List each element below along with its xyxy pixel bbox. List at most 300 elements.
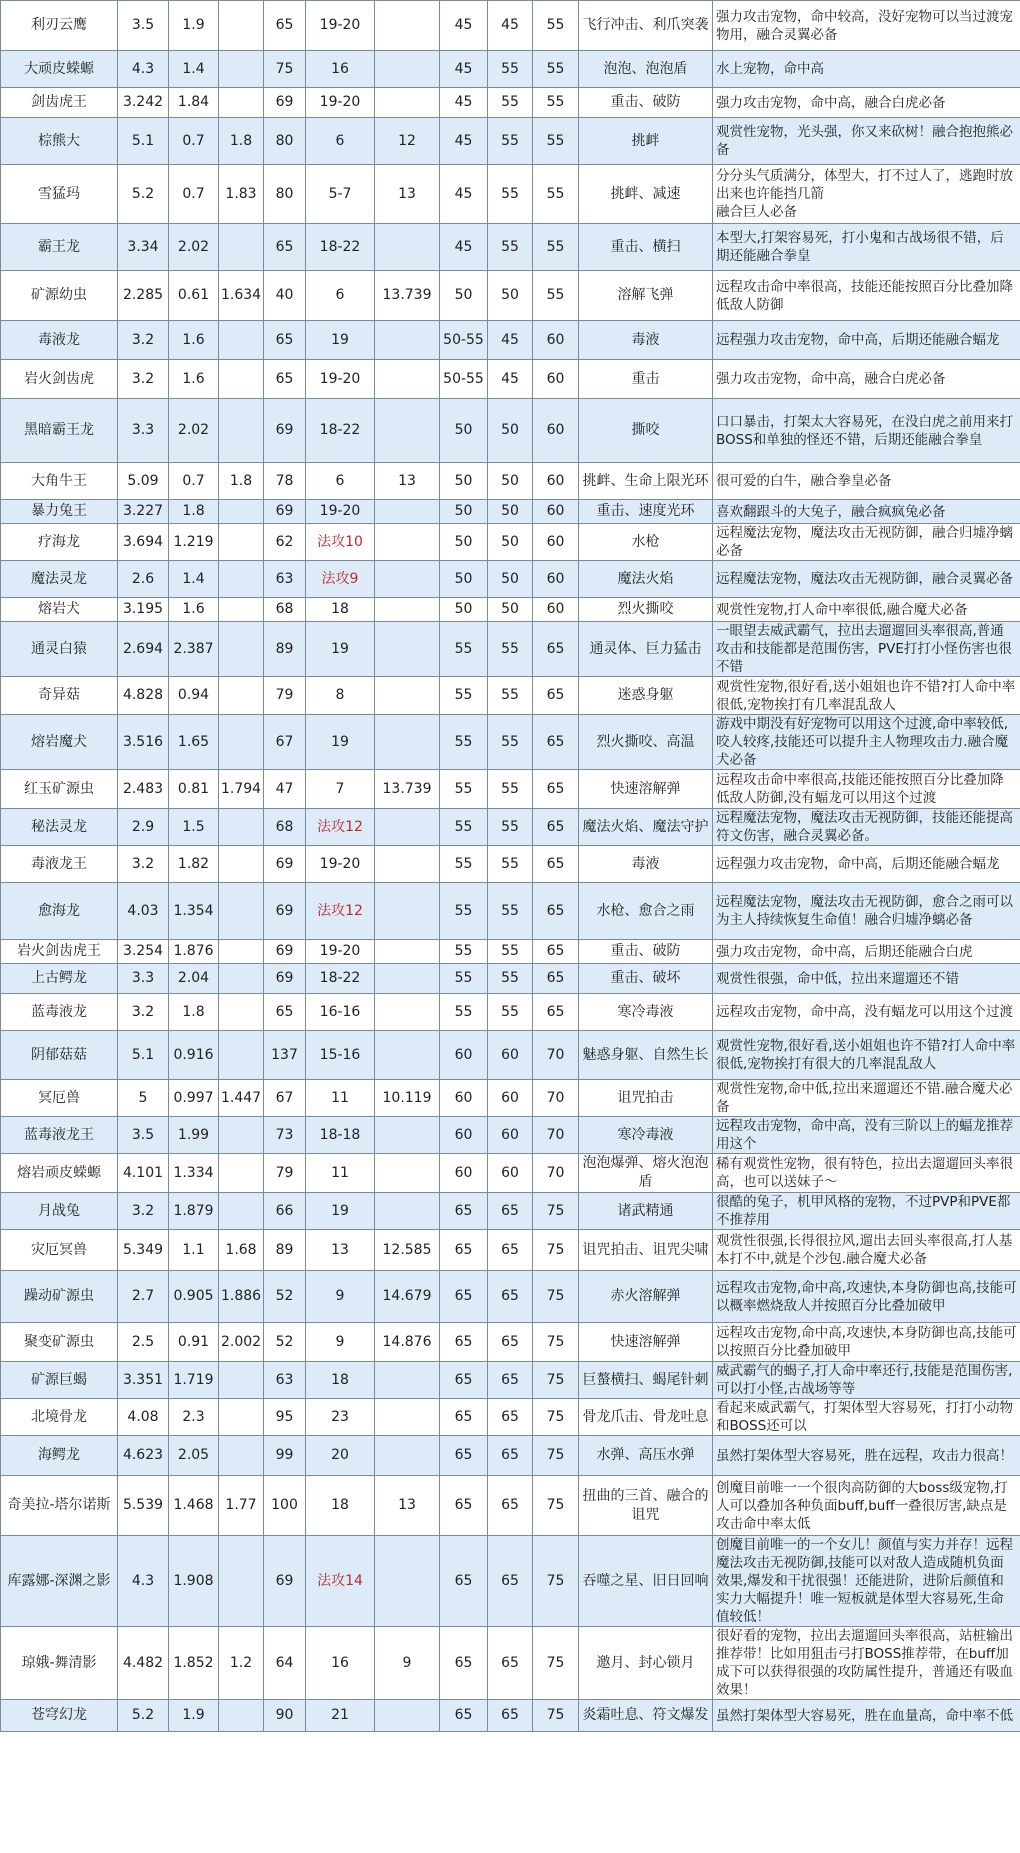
cell-name: 熔岩顽皮蝾螈: [1, 1154, 118, 1193]
cell-desc: 一眼望去威武霸气，拉出去遛遛回头率很高,普通攻击和技能都是范围伤害，PVE打打小怪伤害也很不错: [713, 622, 1020, 677]
cell-v5: 19-20: [306, 360, 375, 399]
cell-l1: 65: [440, 1323, 488, 1362]
cell-skill: 通灵体、巨力猛击: [579, 622, 713, 677]
cell-skill: 魔法火焰、魔法守护: [579, 809, 713, 846]
cell-v2: 1.219: [169, 524, 219, 561]
cell-skill: 魔法火焰: [579, 561, 713, 598]
cell-desc: 远程攻击命中率很高,技能还能按照百分比叠加降低敌人防御,没有蝠龙可以用这个过渡: [713, 770, 1020, 809]
cell-l1: 55: [440, 809, 488, 846]
cell-l2: 65: [488, 1476, 533, 1536]
cell-l2: 55: [488, 224, 533, 271]
cell-v2: 0.7: [169, 165, 219, 224]
cell-l1: 55: [440, 770, 488, 809]
cell-v5: 18: [306, 1362, 375, 1399]
cell-v1: 3.694: [118, 524, 169, 561]
cell-v1: 3.3: [118, 399, 169, 463]
cell-l3: 60: [533, 561, 579, 598]
cell-l3: 70: [533, 1154, 579, 1193]
cell-v3: 1.77: [219, 1476, 264, 1536]
cell-l2: 55: [488, 994, 533, 1031]
table-row: [1, 118, 1020, 165]
cell-v5: 法攻9: [306, 561, 375, 598]
cell-v4: 52: [264, 1271, 306, 1323]
cell-name: 蓝毒液龙: [1, 994, 118, 1031]
cell-desc: 强力攻击宠物，命中较高，没好宠物可以当过渡宠物用，融合灵翼必备: [713, 1, 1020, 51]
table-row: [1, 224, 1020, 271]
cell-v4: 65: [264, 360, 306, 399]
cell-l1: 65: [440, 1436, 488, 1476]
cell-l1: 55: [440, 940, 488, 964]
cell-desc: 观赏性宠物,很好看,送小姐姐也许不错?打人命中率很低,宠物挨打有几率混乱敌人: [713, 677, 1020, 715]
cell-v4: 64: [264, 1627, 306, 1700]
cell-v3: [219, 1399, 264, 1436]
cell-v1: 3.351: [118, 1362, 169, 1399]
cell-v3: [219, 524, 264, 561]
cell-desc: 虽然打架体型大容易死，胜在血量高，命中率不低: [713, 1700, 1020, 1732]
cell-skill: 烈火撕咬、高温: [579, 715, 713, 770]
cell-v3: [219, 561, 264, 598]
cell-name: 灾厄冥兽: [1, 1230, 118, 1271]
cell-v3: 2.002: [219, 1323, 264, 1362]
cell-v3: [219, 321, 264, 360]
cell-v3: [219, 1536, 264, 1627]
cell-v3: [219, 994, 264, 1031]
cell-name: 冥厄兽: [1, 1080, 118, 1117]
cell-name: 北境骨龙: [1, 1399, 118, 1436]
table-row: [1, 1230, 1020, 1271]
table-row: [1, 677, 1020, 715]
cell-v4: 69: [264, 846, 306, 883]
cell-l3: 70: [533, 1117, 579, 1154]
cell-l2: 50: [488, 561, 533, 598]
cell-skill: 赤火溶解弹: [579, 1271, 713, 1323]
cell-v2: 1.876: [169, 940, 219, 964]
cell-v1: 4.482: [118, 1627, 169, 1700]
cell-v4: 62: [264, 524, 306, 561]
cell-v2: 1.8: [169, 994, 219, 1031]
cell-v1: 2.483: [118, 770, 169, 809]
cell-l1: 50: [440, 500, 488, 524]
cell-l1: 45: [440, 224, 488, 271]
cell-skill: 重击、破防: [579, 940, 713, 964]
cell-l1: 65: [440, 1476, 488, 1536]
cell-l3: 65: [533, 715, 579, 770]
cell-desc: 远程魔法宠物，魔法攻击无视防御，技能还能提高符文伤害，融合灵翼必备。: [713, 809, 1020, 846]
table-row: [1, 1323, 1020, 1362]
cell-skill: 撕咬: [579, 399, 713, 463]
cell-v1: 3.2: [118, 994, 169, 1031]
cell-l3: 75: [533, 1362, 579, 1399]
cell-v4: 69: [264, 964, 306, 994]
cell-v5: 18-22: [306, 224, 375, 271]
cell-l2: 60: [488, 1154, 533, 1193]
cell-v1: 2.7: [118, 1271, 169, 1323]
cell-v6: [375, 964, 440, 994]
table-row: [1, 964, 1020, 994]
cell-v1: 5.1: [118, 118, 169, 165]
table-row: [1, 1031, 1020, 1080]
cell-desc: 观赏性很强，命中低，拉出来遛遛还不错: [713, 964, 1020, 994]
cell-name: 海鳄龙: [1, 1436, 118, 1476]
cell-v6: [375, 1154, 440, 1193]
cell-v2: 1.879: [169, 1193, 219, 1230]
cell-v1: 3.242: [118, 88, 169, 118]
cell-v6: 10.119: [375, 1080, 440, 1117]
cell-name: 躁动矿源虫: [1, 1271, 118, 1323]
cell-l2: 45: [488, 360, 533, 399]
cell-v6: 14.679: [375, 1271, 440, 1323]
cell-v5: 19-20: [306, 500, 375, 524]
cell-v3: [219, 1117, 264, 1154]
cell-desc: 远程魔法宠物，魔法攻击无视防御，融合灵翼必备: [713, 561, 1020, 598]
cell-l2: 65: [488, 1193, 533, 1230]
cell-v1: 2.285: [118, 271, 169, 321]
cell-desc: 本型大,打架容易死，打小鬼和古战场很不错，后期还能融合拳皇: [713, 224, 1020, 271]
cell-l3: 70: [533, 1031, 579, 1080]
cell-v1: 5: [118, 1080, 169, 1117]
cell-l2: 65: [488, 1323, 533, 1362]
cell-v1: 4.3: [118, 1536, 169, 1627]
table-row: [1, 1476, 1020, 1536]
cell-v6: [375, 598, 440, 622]
cell-l3: 75: [533, 1230, 579, 1271]
cell-v4: 67: [264, 1080, 306, 1117]
cell-v6: [375, 524, 440, 561]
cell-l2: 55: [488, 809, 533, 846]
cell-l2: 55: [488, 940, 533, 964]
table-row: [1, 1271, 1020, 1323]
cell-l3: 55: [533, 51, 579, 88]
table-row: [1, 770, 1020, 809]
cell-l3: 55: [533, 88, 579, 118]
cell-l1: 55: [440, 846, 488, 883]
cell-l3: 75: [533, 1436, 579, 1476]
cell-v5: 19-20: [306, 846, 375, 883]
cell-v5: 23: [306, 1399, 375, 1436]
cell-name: 苍穹幻龙: [1, 1700, 118, 1732]
cell-v3: [219, 399, 264, 463]
cell-v4: 69: [264, 1536, 306, 1627]
cell-l2: 65: [488, 1700, 533, 1732]
cell-v5: 法攻12: [306, 883, 375, 940]
cell-v3: [219, 1154, 264, 1193]
table-row: [1, 809, 1020, 846]
cell-name: 琼娥-舞清影: [1, 1627, 118, 1700]
cell-name: 剑齿虎王: [1, 88, 118, 118]
cell-v4: 52: [264, 1323, 306, 1362]
cell-v1: 3.195: [118, 598, 169, 622]
cell-desc: 分分头气质满分，体型大，打不过人了，逃跑时放出来也许能挡几箭 融合巨人必备: [713, 165, 1020, 224]
cell-skill: 水枪、愈合之雨: [579, 883, 713, 940]
cell-l3: 60: [533, 360, 579, 399]
cell-v2: 1.354: [169, 883, 219, 940]
cell-skill: 寒冷毒液: [579, 1117, 713, 1154]
cell-v1: 3.5: [118, 1117, 169, 1154]
cell-desc: 看起来威武霸气，打架体型大容易死，打打小动物和BOSS还可以: [713, 1399, 1020, 1436]
cell-v6: 13.739: [375, 271, 440, 321]
cell-v6: [375, 561, 440, 598]
cell-v5: 8: [306, 677, 375, 715]
cell-v4: 89: [264, 1230, 306, 1271]
cell-desc: 很酷的兔子，机甲风格的宠物，不过PVP和PVE都不推荐用: [713, 1193, 1020, 1230]
cell-skill: 扭曲的三首、融合的诅咒: [579, 1476, 713, 1536]
table-row: [1, 524, 1020, 561]
cell-l1: 45: [440, 88, 488, 118]
cell-skill: 挑衅: [579, 118, 713, 165]
cell-v4: 80: [264, 118, 306, 165]
table-row: [1, 598, 1020, 622]
table-row: [1, 1627, 1020, 1700]
cell-v4: 78: [264, 463, 306, 500]
cell-v5: 6: [306, 271, 375, 321]
cell-l2: 60: [488, 1031, 533, 1080]
table-row: [1, 1193, 1020, 1230]
table-row: [1, 1, 1020, 51]
cell-v2: 1.9: [169, 1, 219, 51]
cell-l3: 75: [533, 1271, 579, 1323]
cell-skill: 飞行冲击、利爪突袭: [579, 1, 713, 51]
cell-v4: 67: [264, 715, 306, 770]
cell-desc: 口口暴击，打架太大容易死，在没白虎之前用来打BOSS和单独的怪还不错，后期还能融合拳皇: [713, 399, 1020, 463]
cell-v1: 2.9: [118, 809, 169, 846]
cell-v1: 3.34: [118, 224, 169, 271]
cell-v3: [219, 51, 264, 88]
cell-v3: 1.2: [219, 1627, 264, 1700]
cell-v3: [219, 360, 264, 399]
cell-v2: 1.719: [169, 1362, 219, 1399]
cell-desc: 强力攻击宠物，命中高，后期还能融合白虎: [713, 940, 1020, 964]
cell-v1: 5.2: [118, 1700, 169, 1732]
table-row: [1, 1700, 1020, 1732]
cell-v4: 69: [264, 88, 306, 118]
cell-l1: 60: [440, 1117, 488, 1154]
cell-skill: 毒液: [579, 321, 713, 360]
cell-name: 熔岩魔犬: [1, 715, 118, 770]
cell-v2: 1.5: [169, 809, 219, 846]
cell-v2: 1.334: [169, 1154, 219, 1193]
cell-l3: 65: [533, 964, 579, 994]
cell-l2: 55: [488, 165, 533, 224]
cell-l1: 55: [440, 994, 488, 1031]
cell-l1: 55: [440, 677, 488, 715]
cell-l2: 50: [488, 271, 533, 321]
cell-l2: 65: [488, 1536, 533, 1627]
cell-v6: 14.876: [375, 1323, 440, 1362]
cell-v5: 19: [306, 715, 375, 770]
cell-l2: 55: [488, 883, 533, 940]
cell-v5: 16: [306, 51, 375, 88]
cell-l2: 45: [488, 1, 533, 51]
cell-v3: 1.886: [219, 1271, 264, 1323]
cell-skill: 重击: [579, 360, 713, 399]
cell-l2: 45: [488, 321, 533, 360]
cell-l1: 50: [440, 598, 488, 622]
table-row: [1, 715, 1020, 770]
cell-v3: 1.794: [219, 770, 264, 809]
cell-l3: 75: [533, 1627, 579, 1700]
cell-desc: 远程魔法宠物，魔法攻击无视防御，融合归墟净螭必备: [713, 524, 1020, 561]
cell-l3: 55: [533, 1, 579, 51]
cell-v1: 3.254: [118, 940, 169, 964]
cell-skill: 骨龙爪击、骨龙吐息: [579, 1399, 713, 1436]
cell-v1: 4.08: [118, 1399, 169, 1436]
cell-v5: 19: [306, 1193, 375, 1230]
cell-l1: 65: [440, 1362, 488, 1399]
cell-l1: 65: [440, 1193, 488, 1230]
cell-l3: 65: [533, 622, 579, 677]
cell-l2: 55: [488, 770, 533, 809]
cell-name: 奇美拉-塔尔诺斯: [1, 1476, 118, 1536]
cell-v2: 1.4: [169, 51, 219, 88]
cell-v6: [375, 360, 440, 399]
table-row: [1, 994, 1020, 1031]
cell-v5: 6: [306, 118, 375, 165]
cell-v5: 19-20: [306, 88, 375, 118]
cell-name: 库露娜-深渊之影: [1, 1536, 118, 1627]
table-row: [1, 399, 1020, 463]
cell-l3: 60: [533, 524, 579, 561]
cell-name: 黑暗霸王龙: [1, 399, 118, 463]
cell-v4: 65: [264, 321, 306, 360]
cell-l3: 55: [533, 118, 579, 165]
cell-l3: 60: [533, 321, 579, 360]
table-row: [1, 1362, 1020, 1399]
cell-name: 聚变矿源虫: [1, 1323, 118, 1362]
cell-v4: 75: [264, 51, 306, 88]
cell-v3: [219, 1436, 264, 1476]
cell-l2: 55: [488, 715, 533, 770]
cell-v4: 69: [264, 940, 306, 964]
cell-v4: 90: [264, 1700, 306, 1732]
cell-v4: 137: [264, 1031, 306, 1080]
cell-v1: 5.539: [118, 1476, 169, 1536]
cell-v6: [375, 715, 440, 770]
cell-l2: 55: [488, 622, 533, 677]
cell-name: 阴郁菇菇: [1, 1031, 118, 1080]
cell-v3: [219, 598, 264, 622]
cell-l1: 60: [440, 1154, 488, 1193]
cell-l1: 50: [440, 271, 488, 321]
cell-l1: 55: [440, 715, 488, 770]
cell-name: 矿源巨蝎: [1, 1362, 118, 1399]
cell-l2: 50: [488, 399, 533, 463]
cell-name: 愈海龙: [1, 883, 118, 940]
cell-l1: 65: [440, 1700, 488, 1732]
cell-v5: 法攻12: [306, 809, 375, 846]
cell-l3: 65: [533, 770, 579, 809]
cell-l2: 65: [488, 1230, 533, 1271]
cell-v5: 6: [306, 463, 375, 500]
cell-v1: 4.623: [118, 1436, 169, 1476]
cell-v3: 1.447: [219, 1080, 264, 1117]
table-row: [1, 1154, 1020, 1193]
cell-name: 熔岩犬: [1, 598, 118, 622]
cell-l2: 55: [488, 88, 533, 118]
cell-l2: 50: [488, 524, 533, 561]
table-row: [1, 271, 1020, 321]
cell-v1: 5.09: [118, 463, 169, 500]
cell-v2: 0.7: [169, 463, 219, 500]
cell-v4: 99: [264, 1436, 306, 1476]
cell-l2: 65: [488, 1627, 533, 1700]
cell-v3: [219, 1193, 264, 1230]
cell-l2: 55: [488, 51, 533, 88]
cell-v4: 69: [264, 883, 306, 940]
cell-skill: 烈火撕咬: [579, 598, 713, 622]
cell-l3: 60: [533, 500, 579, 524]
cell-v2: 2.3: [169, 1399, 219, 1436]
cell-v3: [219, 809, 264, 846]
cell-desc: 远程攻击宠物,命中高,攻速快,本身防御也高,技能可以概率燃烧敌人并按照百分比叠加破甲: [713, 1271, 1020, 1323]
cell-skill: 邀月、封心锁月: [579, 1627, 713, 1700]
cell-l1: 65: [440, 1536, 488, 1627]
cell-skill: 重击、破坏: [579, 964, 713, 994]
cell-l2: 65: [488, 1399, 533, 1436]
cell-v3: [219, 846, 264, 883]
table-row: [1, 321, 1020, 360]
cell-desc: 威武霸气的蝎子,打人命中率还行,技能是范围伤害,可以打小怪,古战场等等: [713, 1362, 1020, 1399]
cell-desc: 观赏性宠物，光头强，你又来砍树！融合抱抱熊必备: [713, 118, 1020, 165]
cell-desc: 创魔目前唯一一个很肉高防御的大boss级宠物,打人可以叠加各种负面buff,buff一叠很厉害,缺点是攻击命中率太低: [713, 1476, 1020, 1536]
cell-l1: 45: [440, 51, 488, 88]
cell-v4: 69: [264, 500, 306, 524]
cell-v2: 1.99: [169, 1117, 219, 1154]
cell-v4: 47: [264, 770, 306, 809]
cell-v3: [219, 883, 264, 940]
cell-desc: 远程强力攻击宠物，命中高，后期还能融合蝠龙: [713, 321, 1020, 360]
cell-v6: 13: [375, 165, 440, 224]
cell-v6: 9: [375, 1627, 440, 1700]
cell-v5: 19: [306, 622, 375, 677]
cell-skill: 快速溶解弹: [579, 770, 713, 809]
cell-l3: 75: [533, 1476, 579, 1536]
cell-v3: [219, 940, 264, 964]
cell-v4: 100: [264, 1476, 306, 1536]
cell-skill: 吞噬之星、旧日回响: [579, 1536, 713, 1627]
cell-v5: 15-16: [306, 1031, 375, 1080]
cell-v2: 2.05: [169, 1436, 219, 1476]
cell-v2: 1.82: [169, 846, 219, 883]
cell-v6: [375, 994, 440, 1031]
cell-desc: 强力攻击宠物，命中高，融合白虎必备: [713, 88, 1020, 118]
cell-l1: 50: [440, 399, 488, 463]
cell-v3: [219, 964, 264, 994]
table-row: [1, 622, 1020, 677]
cell-skill: 魅惑身躯、自然生长: [579, 1031, 713, 1080]
cell-v6: [375, 321, 440, 360]
cell-v6: [375, 1436, 440, 1476]
cell-skill: 迷惑身躯: [579, 677, 713, 715]
cell-v1: 3.2: [118, 1193, 169, 1230]
cell-v5: 11: [306, 1080, 375, 1117]
cell-skill: 挑衅、减速: [579, 165, 713, 224]
cell-desc: 很好看的宠物，拉出去遛遛回头率很高，站桩输出推荐带！比如用狙击弓打BOSS推荐带，在buff加成下可以获得很强的攻防属性提升，普通还有吸血效果！: [713, 1627, 1020, 1700]
cell-v6: [375, 1117, 440, 1154]
cell-v2: 1.468: [169, 1476, 219, 1536]
cell-v6: [375, 1031, 440, 1080]
table-row: [1, 88, 1020, 118]
cell-skill: 溶解飞弹: [579, 271, 713, 321]
cell-v6: [375, 1700, 440, 1732]
cell-v1: 2.694: [118, 622, 169, 677]
cell-l1: 65: [440, 1627, 488, 1700]
cell-v4: 65: [264, 224, 306, 271]
cell-v5: 19: [306, 321, 375, 360]
cell-l1: 60: [440, 1031, 488, 1080]
cell-l2: 50: [488, 500, 533, 524]
cell-v1: 3.5: [118, 1, 169, 51]
cell-name: 魔法灵龙: [1, 561, 118, 598]
